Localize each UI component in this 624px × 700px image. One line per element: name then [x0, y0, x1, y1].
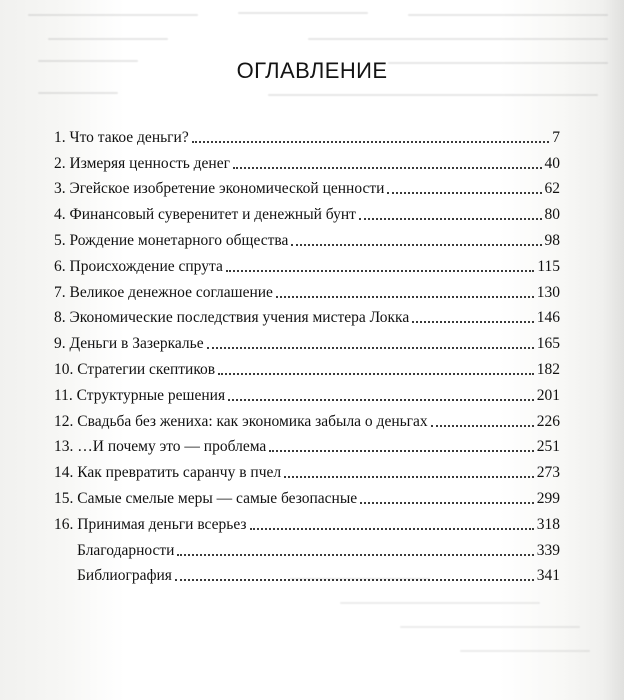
toc-entry[interactable]: [54, 250, 560, 276]
toc-entry-title: 2. Измеряя ценность денег: [54, 154, 230, 172]
toc-page-number: 115: [537, 257, 560, 275]
toc-leader-dots: [192, 141, 550, 143]
toc-page-number: 62: [544, 180, 560, 198]
toc-leader-dots: [431, 425, 534, 427]
toc-page-number: 80: [544, 206, 560, 224]
toc-entry[interactable]: [54, 405, 560, 431]
toc-page-number: 201: [536, 386, 560, 404]
toc-entry[interactable]: [54, 276, 560, 302]
toc-entry[interactable]: [54, 534, 560, 560]
toc-leader-dots: [177, 554, 533, 556]
toc-page-number: 251: [536, 438, 560, 456]
toc-leader-dots: [359, 218, 542, 220]
toc-entry-title: 16. Принимая деньги всерьез: [54, 515, 247, 533]
toc-entry-title: Благодарности: [77, 541, 175, 559]
toc-page-number: 165: [536, 335, 560, 353]
table-of-contents: [54, 121, 560, 585]
toc-entry[interactable]: [54, 379, 560, 405]
toc-entry-title: 1. Что такое деньги?: [54, 128, 189, 146]
toc-leader-dots: [228, 399, 534, 401]
toc-page-number: 40: [544, 154, 560, 172]
toc-page-number: 341: [536, 567, 560, 585]
toc-entry[interactable]: [54, 224, 560, 250]
toc-page-number: 146: [536, 309, 560, 327]
toc-page-number: 318: [536, 515, 560, 533]
toc-entry[interactable]: [54, 327, 560, 353]
toc-leader-dots: [233, 167, 542, 169]
toc-entry[interactable]: [54, 560, 560, 586]
toc-leader-dots: [218, 373, 534, 375]
toc-leader-dots: [250, 528, 534, 530]
toc-entry[interactable]: [54, 431, 560, 457]
toc-entry-title: 3. Эгейское изобретение экономической ценности: [54, 180, 385, 198]
toc-page-number: 339: [536, 541, 560, 559]
toc-page-number: 182: [536, 360, 560, 378]
toc-entry-title: 13. …И почему это — проблема: [54, 438, 267, 456]
toc-leader-dots: [269, 450, 533, 452]
toc-leader-dots: [291, 244, 541, 246]
toc-entry-title: Библиография: [77, 567, 172, 585]
toc-leader-dots: [412, 321, 534, 323]
toc-page-number: 273: [536, 464, 560, 482]
toc-entry[interactable]: [54, 302, 560, 328]
toc-entry-title: 6. Происхождение спрута: [54, 257, 223, 275]
toc-page-number: 299: [536, 489, 560, 507]
toc-leader-dots: [284, 476, 534, 478]
toc-entry[interactable]: [54, 456, 560, 482]
toc-entry[interactable]: [54, 147, 560, 173]
toc-page-number: 98: [544, 231, 560, 249]
toc-page-number: 226: [536, 412, 560, 430]
toc-entry-title: 10. Стратегии скептиков: [54, 360, 216, 378]
toc-leader-dots: [360, 502, 534, 504]
page-edge-shadow: [602, 0, 624, 700]
toc-entry-title: 5. Рождение монетарного общества: [54, 231, 289, 249]
toc-entry[interactable]: [54, 121, 560, 147]
toc-entry[interactable]: [54, 353, 560, 379]
toc-entry[interactable]: [54, 173, 560, 199]
toc-entry-title: 11. Структурные решения: [54, 386, 226, 404]
toc-entry[interactable]: [54, 508, 560, 534]
toc-entry-title: 15. Самые смелые меры — самые безопасные: [54, 489, 358, 507]
toc-leader-dots: [226, 270, 534, 272]
toc-entry[interactable]: [54, 482, 560, 508]
toc-heading: ОГЛАВЛЕНИЕ: [236, 58, 388, 83]
toc-entry-title: 4. Финансовый суверенитет и денежный бунт: [54, 206, 356, 224]
toc-leader-dots: [276, 296, 534, 298]
toc-leader-dots: [387, 192, 541, 194]
toc-entry-title: 8. Экономические последствия учения мистера Локка: [54, 309, 410, 327]
toc-entry-title: 9. Деньги в Зазеркалье: [54, 335, 204, 353]
toc-leader-dots: [175, 579, 534, 581]
toc-page-number: 130: [536, 283, 560, 301]
toc-entry[interactable]: [54, 198, 560, 224]
toc-entry-title: 7. Великое денежное соглашение: [54, 283, 273, 301]
toc-entry-title: 14. Как превратить саранчу в пчел: [54, 464, 282, 482]
show-through-text-bottom: [250, 570, 604, 690]
toc-entry-title: 12. Свадьба без жениха: как экономика забыла о деньгах: [54, 412, 428, 430]
toc-leader-dots: [207, 347, 534, 349]
toc-page-number: 7: [552, 128, 560, 146]
